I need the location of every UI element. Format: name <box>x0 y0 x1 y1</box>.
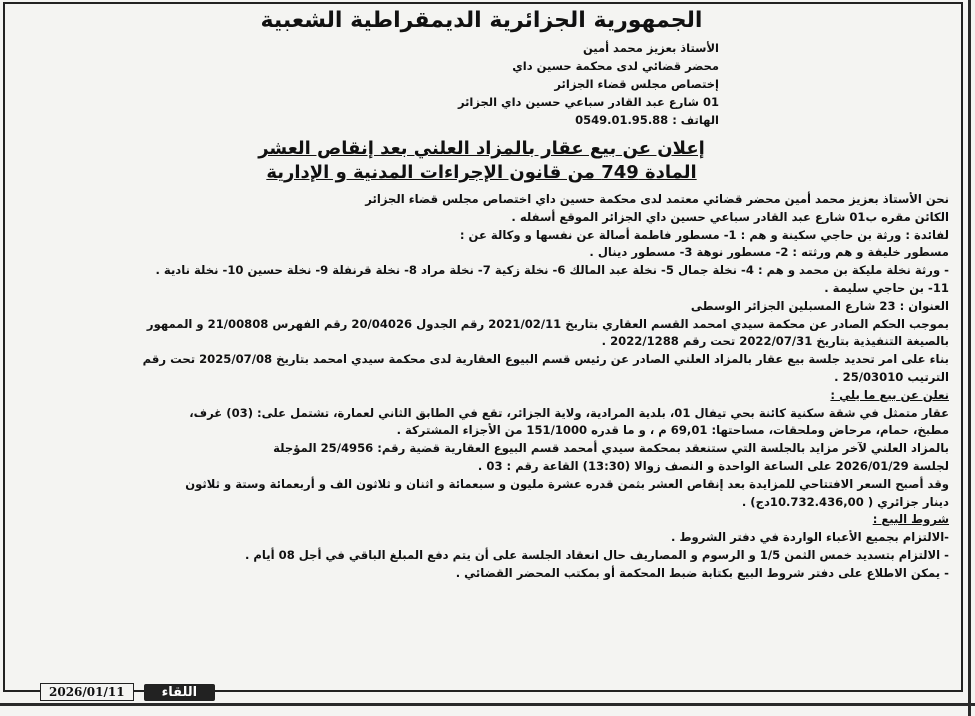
publication-footer <box>40 683 215 701</box>
body-line: وقد أصبح السعر الافتتاحي للمزايدة بعد إنقاص العشر بثمن قدره عشرة مليون و سبعمائة و اثنان و ثلاثون الف و أربعمائة وستة و ثلاثون <box>185 476 949 491</box>
phone-label: الهاتف : <box>672 113 719 127</box>
bailiff-address: 01 شارع عبد القادر سباعي حسين داي الجزائر <box>457 95 719 109</box>
body-line: بموجب الحكم الصادر عن محكمة سيدي امحمد القسم العقاري بتاريخ 2021/02/11 رقم الجدول 20/04026 رقم الفهرس 21/00808 و الممهور <box>146 316 949 331</box>
body-line: مسطور خليفة و هم ورثته : 2- مسطور نوهة 3- مسطور دينال . <box>589 245 949 260</box>
body-line: العنوان : 23 شارع المسبلين الجزائر الوسطى <box>690 298 949 313</box>
bailiff-phone-line <box>14 111 719 129</box>
body-line: بناء على امر تحديد جلسة بيع عقار بالمزاد العلني الصادر عن رئيس قسم البيوع العقارية لدى محكمة سيدي امحمد بتاريخ 2025/07/08 تحت رقم <box>142 352 949 367</box>
newspaper-name: اللقاء <box>144 684 216 701</box>
announcement-body <box>14 191 949 583</box>
body-line: 11- بن حاجي سليمة . <box>824 280 949 295</box>
bailiff-title: محضر قضائي لدى محكمة حسين داي <box>512 59 719 73</box>
body-line: الترتيب 25/03010 . <box>834 369 949 384</box>
republic-heading: الجمهورية الجزائرية الديمقراطية الشعبية <box>260 8 703 33</box>
body-line: - الالتزام بتسديد خمس الثمن 1/5 و الرسوم و المصاريف حال انعقاد الجلسة على أن يتم دفع المبلغ الباقي في أجل 08 أيام . <box>244 547 949 562</box>
body-line: مطبخ، حمام، مرحاض وملحقات، مساحتها: 69,01 م ، و ما قدره 151/1000 من الأجزاء المشتركة . <box>396 423 949 438</box>
announcement-title-line1: إعلان عن بيع عقار بالمزاد العلني بعد إنقاص العشر <box>258 138 705 159</box>
bailiff-header <box>14 39 949 129</box>
body-line: بالصيغة التنفيذية بتاريخ 2022/07/31 تحت رقم 2022/1288 . <box>601 334 949 349</box>
body-line: نعلن عن بيع ما يلي : <box>830 387 949 402</box>
body-line: -الالتزام بجميع الأعباء الواردة في دفتر الشروط . <box>671 530 949 545</box>
body-line: نحن الأستاذ بعزيز محمد أمين محضر قضائي معتمد لدى محكمة حسين داي اختصاص مجلس قضاء الجزائر <box>365 192 949 206</box>
body-line: شروط البيع : <box>872 512 949 527</box>
announcement-content <box>14 6 949 583</box>
body-line: عقار متمثل في شقة سكنية كائنة بحي تيفال 01، بلدية المرادية، ولاية الجزائر، تقع في الطابق الثاني لعمارة، تشتمل على: (03) غرف، <box>189 405 949 420</box>
publication-date: 2026/01/11 <box>40 683 134 701</box>
announcement-title <box>14 137 949 185</box>
body-line: لجلسة 2026/01/29 على الساعة الواحدة و النصف زوالا (13:30) القاعة رقم : 03 . <box>477 458 949 473</box>
column-divider <box>968 0 971 716</box>
body-line: دينار جزائري ( 10.732.436,00دج) . <box>741 494 949 509</box>
announcement-title-line2: المادة 749 من قانون الإجراءات المدنية و الإدارية <box>266 162 697 183</box>
body-line: بالمزاد العلني لآخر مزايد بالجلسة التي ستنعقد بمحكمة سيدي أمحمد قسم البيوع العقارية قضية رقم: 25/4956 المؤجلة <box>273 441 949 456</box>
bailiff-jurisdiction: إختصاص مجلس قضاء الجزائر <box>554 77 719 91</box>
phone-number: 0549.01.95.88 <box>575 113 669 127</box>
bailiff-name: الأستاذ بعزيز محمد أمين <box>582 41 719 55</box>
body-line: - ورثة نخلة مليكة بن محمد و هم : 4- نخلة جمال 5- نخلة عبد المالك 6- نخلة زكية 7- نخلة مراد 8- نخلة قرنفلة 9- نخلة حسين 10- نخلة نادية . <box>155 263 949 278</box>
page-bottom-rule <box>0 703 975 706</box>
body-line: الكائن مقره ب01 شارع عبد القادر سباعي حسين داي الجزائر الموقع أسفله . <box>511 209 949 224</box>
body-line: لفائدة : ورثة بن حاجي سكينة و هم : 1- مسطور فاطمة أصالة عن نفسها و وكالة عن : <box>459 227 949 242</box>
body-line: - يمكن الاطلاع على دفتر شروط البيع بكتابة ضبط المحكمة أو بمكتب المحضر القضائي . <box>455 565 949 580</box>
